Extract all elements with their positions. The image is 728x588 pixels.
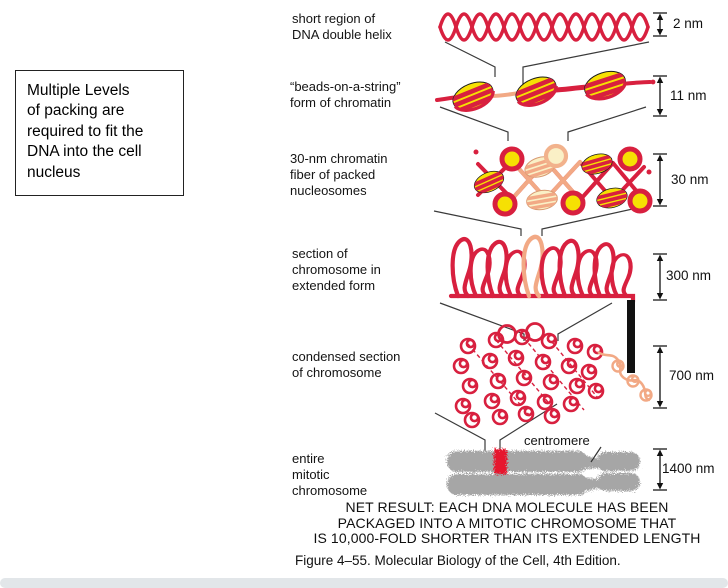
dimension-arrow-2nm [653, 13, 667, 36]
label-line: chromosome [292, 483, 368, 498]
figure-caption: Figure 4–55. Molecular Biology of the Cell, 4th Edition. [295, 553, 621, 568]
note-line: nucleus [27, 163, 81, 181]
note-box [15, 70, 184, 196]
mitotic-chromosome-drawing [447, 447, 640, 495]
note-line: required to fit the [27, 122, 144, 140]
label-line: short region of [292, 11, 376, 26]
dimension-arrow-30nm [653, 154, 667, 206]
label-line: section of [292, 246, 348, 261]
level-label-mitotic [292, 451, 367, 499]
label-line: “beads-on-a-string” [290, 79, 401, 94]
label-line: extended form [292, 278, 376, 293]
dna-helix-drawing [440, 14, 648, 40]
level-label-beads [290, 79, 401, 111]
label-line: fiber of packed [290, 167, 376, 182]
dimension-arrow-700nm [653, 346, 667, 408]
measurement-30nm: 30 nm [671, 172, 709, 187]
30nm-fiber-drawing [471, 146, 652, 214]
label-line: condensed section [292, 349, 401, 364]
measurement-2nm: 2 nm [673, 16, 704, 31]
label-line: 30-nm chromatin [290, 151, 388, 166]
net-result-line: NET RESULT: EACH DNA MOLECULE HAS BEEN [345, 499, 669, 515]
level-label-extended [292, 246, 381, 294]
label-line: mitotic [292, 467, 330, 482]
label-line: chromosome in [292, 262, 381, 277]
beads-on-string-drawing [437, 66, 655, 116]
dimension-arrow-300nm [653, 254, 667, 300]
level-label-dna-helix [292, 11, 392, 43]
level-label-30nm-fiber [290, 151, 388, 199]
bottom-divider-bar [0, 578, 728, 588]
centromere-band [494, 449, 507, 474]
label-line: nucleosomes [290, 183, 367, 198]
black-scale-bar [627, 300, 635, 373]
note-line: Multiple Levels [27, 82, 130, 99]
label-line: DNA double helix [292, 27, 392, 42]
net-result-line: PACKAGED INTO A MITOTIC CHROMOSOME THAT [337, 514, 677, 531]
label-line: of chromosome [292, 365, 382, 380]
net-result-text [302, 500, 712, 547]
label-line: entire [292, 451, 325, 466]
level-label-condensed [292, 349, 400, 381]
measurement-700nm: 700 nm [669, 368, 715, 383]
condensed-section-drawing [454, 324, 652, 428]
label-line: form of chromatin [290, 95, 392, 110]
measurement-11nm: 11 nm [670, 88, 707, 103]
net-result-line: IS 10,000-FOLD SHORTER THAN ITS EXTENDED LENGTH [313, 530, 701, 547]
extended-loops-drawing [451, 237, 633, 302]
measurement-300nm: 300 nm [666, 268, 712, 283]
centromere-label: centromere [524, 433, 590, 448]
measurement-1400nm: 1400 nm [662, 461, 715, 476]
note-line: of packing are [27, 102, 125, 120]
dimension-arrows [653, 13, 667, 490]
note-line: DNA into the cell [27, 143, 142, 161]
